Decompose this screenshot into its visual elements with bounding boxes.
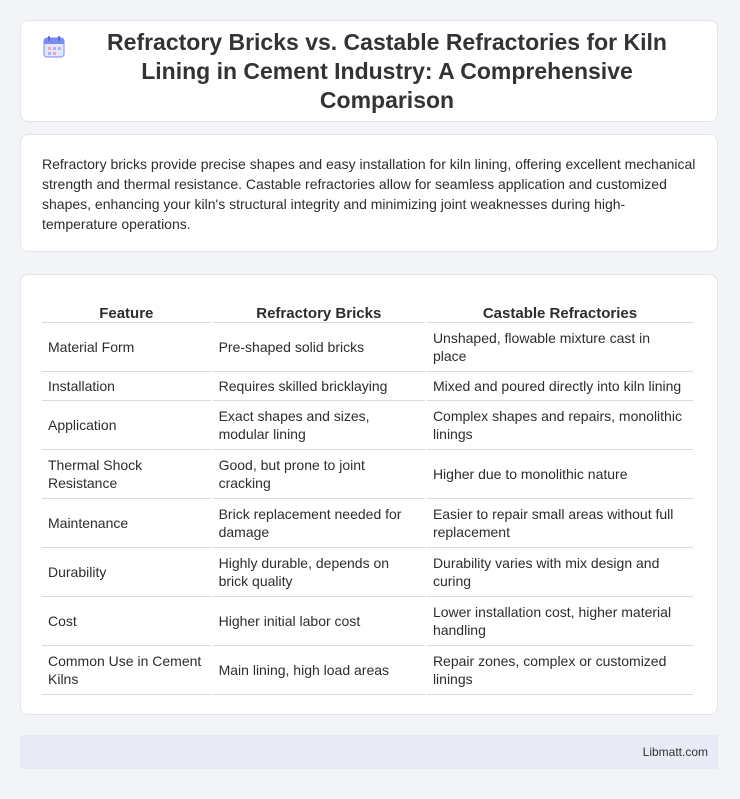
table-row <box>42 323 693 372</box>
feature-cell: Installation <box>42 372 211 401</box>
feature-cell: Durability <box>42 548 211 597</box>
title-card <box>20 20 718 122</box>
castable-cell: Repair zones, complex or customized linings <box>427 646 693 695</box>
feature-cell: Thermal Shock Resistance <box>42 450 211 499</box>
castable-cell: Unshaped, flowable mixture cast in place <box>427 323 693 372</box>
comparison-table <box>40 295 695 695</box>
feature-cell: Application <box>42 401 211 450</box>
castable-cell: Lower installation cost, higher material handling <box>427 597 693 646</box>
intro-card <box>20 134 718 252</box>
bricks-cell: Brick replacement needed for damage <box>213 499 425 548</box>
bricks-cell: Pre-shaped solid bricks <box>213 323 425 372</box>
table-row <box>42 401 693 450</box>
table-header-row <box>42 295 693 323</box>
feature-cell: Common Use in Cement Kilns <box>42 646 211 695</box>
intro-paragraph: Refractory bricks provide precise shapes and easy installation for kiln lining, offering excellent mechanical strength and thermal resistance. Castable refractories allow for seamless application and customized shapes, enhancing your kiln's structural integrity and minimizing joint weaknesses during high-temperature operations. <box>42 156 696 232</box>
bricks-cell: Exact shapes and sizes, modular lining <box>213 401 425 450</box>
header-refractory-bricks: Refractory Bricks <box>213 295 425 323</box>
bricks-cell: Good, but prone to joint cracking <box>213 450 425 499</box>
castable-cell: Higher due to monolithic nature <box>427 450 693 499</box>
bricks-cell: Requires skilled bricklaying <box>213 372 425 401</box>
castable-cell: Durability varies with mix design and curing <box>427 548 693 597</box>
table-row <box>42 646 693 695</box>
footer-site-link[interactable]: Libmatt.com <box>642 745 708 759</box>
bricks-cell: Higher initial labor cost <box>213 597 425 646</box>
table-row <box>42 548 693 597</box>
bricks-cell: Main lining, high load areas <box>213 646 425 695</box>
feature-cell: Material Form <box>42 323 211 372</box>
bricks-cell: Highly durable, depends on brick quality <box>213 548 425 597</box>
table-row <box>42 597 693 646</box>
table-row <box>42 372 693 401</box>
header-castable-refractories: Castable Refractories <box>427 295 693 323</box>
header-feature: Feature <box>42 295 211 323</box>
calendar-icon <box>41 34 67 60</box>
feature-cell: Maintenance <box>42 499 211 548</box>
castable-cell: Mixed and poured directly into kiln lining <box>427 372 693 401</box>
comparison-card <box>20 274 718 715</box>
castable-cell: Easier to repair small areas without full replacement <box>427 499 693 548</box>
footer <box>20 735 718 769</box>
title-wrap <box>41 28 697 115</box>
table-row <box>42 450 693 499</box>
table-row <box>42 499 693 548</box>
castable-cell: Complex shapes and repairs, monolithic linings <box>427 401 693 450</box>
feature-cell: Cost <box>42 597 211 646</box>
page-title: Refractory Bricks vs. Castable Refractories for Kiln Lining in Cement Industry: A Comprehensive Comparison <box>107 28 667 113</box>
